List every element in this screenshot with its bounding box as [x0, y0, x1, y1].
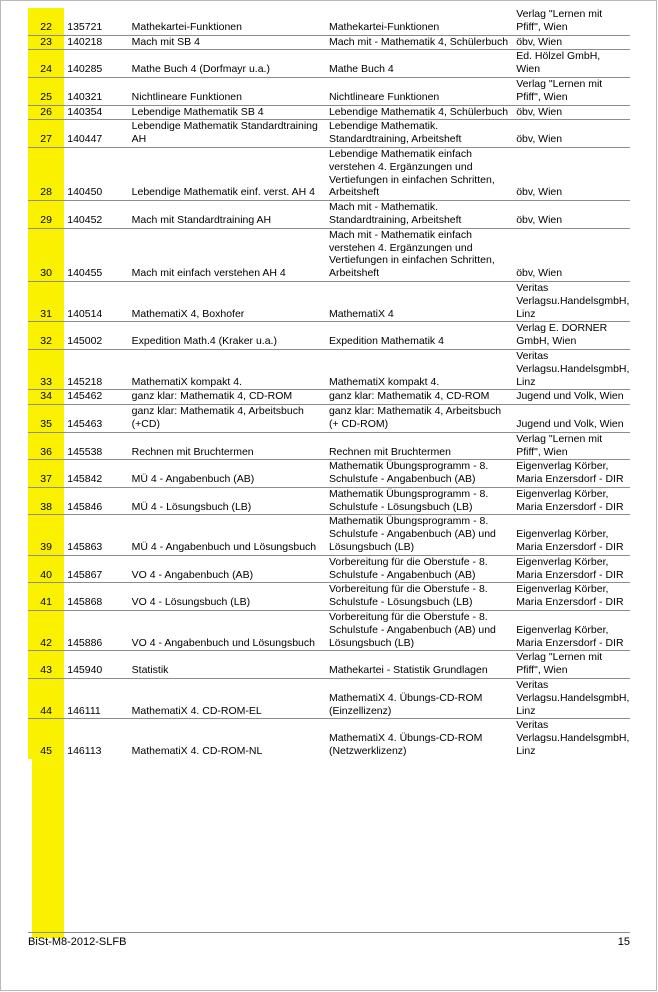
- book-list-table-container: [28, 8, 630, 938]
- row-number: 39: [28, 515, 64, 555]
- row-code: 145462: [64, 390, 128, 405]
- row-short-title: Lebendige Mathematik Standardtraining AH: [129, 120, 326, 148]
- page-footer: [28, 932, 630, 954]
- row-short-title: MÜ 4 - Lösungsbuch (LB): [129, 487, 326, 515]
- row-short-title: ganz klar: Mathematik 4, Arbeitsbuch (+CD): [129, 405, 326, 433]
- row-short-title: Rechnen mit Bruchtermen: [129, 432, 326, 460]
- row-short-title: Mach mit einfach verstehen AH 4: [129, 228, 326, 281]
- row-short-title: VO 4 - Angabenbuch und Lösungsbuch: [129, 611, 326, 651]
- row-publisher: Verlag "Lernen mit Pfiff", Wien: [513, 432, 630, 460]
- row-code: 145463: [64, 405, 128, 433]
- row-publisher: öbv, Wien: [513, 228, 630, 281]
- row-publisher: Ed. Hölzel GmbH, Wien: [513, 50, 630, 78]
- table-row: [28, 201, 630, 229]
- table-row: [28, 105, 630, 120]
- row-full-title: Mathekartei-Funktionen: [328, 20, 440, 33]
- table-row: [28, 583, 630, 611]
- row-number: 27: [28, 120, 64, 148]
- row-short-title: Lebendige Mathematik SB 4: [129, 105, 326, 120]
- row-full-title: ganz klar: Mathematik 4, Arbeitsbuch (+ CD-ROM): [326, 405, 513, 433]
- row-number: 43: [28, 651, 64, 679]
- table-row: [28, 487, 630, 515]
- table-row: [28, 611, 630, 651]
- row-short-title: Mathe Buch 4 (Dorfmayr u.a.): [129, 50, 326, 78]
- row-code: 145886: [64, 611, 128, 651]
- row-short-title: ganz klar: Mathematik 4, CD-ROM: [129, 390, 326, 405]
- row-short-title: Mach mit Standardtraining AH: [129, 201, 326, 229]
- book-list-body: [28, 8, 630, 759]
- row-code: 140455: [64, 228, 128, 281]
- table-row: [28, 719, 630, 759]
- row-code: 145002: [64, 322, 128, 350]
- row-full-title: MathematiX 4. Übungs-CD-ROM (Einzellizenz): [326, 679, 513, 719]
- row-publisher: Veritas Verlagsu.HandelsgmbH, Linz: [513, 281, 630, 321]
- row-code: 140354: [64, 105, 128, 120]
- row-number: 36: [28, 432, 64, 460]
- row-full-title: Mathekartei - Statistik Grundlagen: [326, 651, 513, 679]
- row-publisher: Jugend und Volk, Wien: [513, 390, 630, 405]
- row-publisher: Eigenverlag Körber, Maria Enzersdorf - DIR: [513, 515, 630, 555]
- row-short-title: MÜ 4 - Angabenbuch (AB): [129, 460, 326, 488]
- row-number: 33: [28, 349, 64, 389]
- row-code: 145863: [64, 515, 128, 555]
- row-full-title: Expedition Mathematik 4: [326, 322, 513, 350]
- row-full-title: Mathematik Übungsprogramm - 8. Schulstufe - Angabenbuch (AB) und Lösungsbuch (LB): [326, 515, 513, 555]
- row-code: 145842: [64, 460, 128, 488]
- row-publisher: Verlag E. DORNER GmbH, Wien: [513, 322, 630, 350]
- row-full-title: Lebendige Mathematik 4, Schülerbuch: [326, 105, 513, 120]
- row-short-title: Lebendige Mathematik einf. verst. AH 4: [129, 147, 326, 200]
- row-full-title: Nichtlineare Funktionen: [326, 77, 513, 105]
- row-full-title: ganz klar: Mathematik 4, CD-ROM: [326, 390, 513, 405]
- row-short-title: MathematiX kompakt 4.: [129, 349, 326, 389]
- row-short-title: VO 4 - Angabenbuch (AB): [129, 555, 326, 583]
- row-number: 22: [28, 8, 64, 35]
- row-full-title: Lebendige Mathematik einfach verstehen 4. Ergänzungen und Vertiefungen in einfachen Schritten, Arbeitsheft: [326, 147, 513, 200]
- row-number: 35: [28, 405, 64, 433]
- row-code: 145846: [64, 487, 128, 515]
- row-code: 145867: [64, 555, 128, 583]
- row-publisher: Verlag "Lernen mit Pfiff", Wien: [513, 651, 630, 679]
- row-short-title: MathematiX 4. CD-ROM-NL: [129, 719, 326, 759]
- table-row: [28, 322, 630, 350]
- row-code: 140450: [64, 147, 128, 200]
- row-full-title: Mach mit - Mathematik. Standardtraining, Arbeitsheft: [326, 201, 513, 229]
- row-publisher: Eigenverlag Körber, Maria Enzersdorf - DIR: [513, 460, 630, 488]
- row-number: 23: [28, 35, 64, 50]
- row-publisher: Eigenverlag Körber, Maria Enzersdorf - DIR: [513, 611, 630, 651]
- row-number: 37: [28, 460, 64, 488]
- row-publisher: öbv, Wien: [513, 147, 630, 200]
- row-number: 31: [28, 281, 64, 321]
- row-full-title: Vorbereitung für die Oberstufe - 8. Schulstufe - Angabenbuch (AB): [326, 555, 513, 583]
- row-short-title: VO 4 - Lösungsbuch (LB): [129, 583, 326, 611]
- table-row: [28, 77, 630, 105]
- row-short-title: MÜ 4 - Angabenbuch und Lösungsbuch: [129, 515, 326, 555]
- table-row: [28, 555, 630, 583]
- table-row: [28, 390, 630, 405]
- row-publisher: Veritas Verlagsu.HandelsgmbH, Linz: [513, 719, 630, 759]
- row-code: 140321: [64, 77, 128, 105]
- row-short-title: Nichtlineare Funktionen: [129, 77, 326, 105]
- book-list-table: [28, 8, 630, 759]
- table-row: [28, 8, 630, 35]
- row-full-title: Lebendige Mathematik. Standardtraining, Arbeitsheft: [326, 120, 513, 148]
- row-full-title: MathematiX kompakt 4.: [326, 349, 513, 389]
- row-code: 140218: [64, 35, 128, 50]
- row-short-title: MathematiX 4, Boxhofer: [129, 281, 326, 321]
- row-number: 24: [28, 50, 64, 78]
- row-code: 145218: [64, 349, 128, 389]
- row-number: 26: [28, 105, 64, 120]
- row-code: 140514: [64, 281, 128, 321]
- row-publisher: Jugend und Volk, Wien: [513, 405, 630, 433]
- row-number: 28: [28, 147, 64, 200]
- row-publisher: Eigenverlag Körber, Maria Enzersdorf - DIR: [513, 555, 630, 583]
- table-row: [28, 515, 630, 555]
- row-full-title: MathematiX 4. Übungs-CD-ROM (Netzwerklizenz): [326, 719, 513, 759]
- row-code: 145868: [64, 583, 128, 611]
- row-number: 25: [28, 77, 64, 105]
- row-code: 145940: [64, 651, 128, 679]
- row-publisher: Veritas Verlagsu.HandelsgmbH, Linz: [513, 679, 630, 719]
- row-code: 140285: [64, 50, 128, 78]
- row-publisher: öbv, Wien: [513, 120, 630, 148]
- row-short-title: Statistik: [129, 651, 326, 679]
- table-row: [28, 460, 630, 488]
- row-number: 45: [28, 719, 64, 759]
- row-number: 34: [28, 390, 64, 405]
- table-row: [28, 147, 630, 200]
- row-full-title: Vorbereitung für die Oberstufe - 8. Schulstufe - Lösungsbuch (LB): [326, 583, 513, 611]
- table-row: [28, 50, 630, 78]
- row-publisher: Verlag "Lernen mit Pfiff", Wien: [516, 8, 603, 33]
- row-full-title: Rechnen mit Bruchtermen: [326, 432, 513, 460]
- row-short-title: Mach mit SB 4: [129, 35, 326, 50]
- row-full-title: Mathe Buch 4: [326, 50, 513, 78]
- row-publisher: Eigenverlag Körber, Maria Enzersdorf - DIR: [513, 487, 630, 515]
- row-number: 29: [28, 201, 64, 229]
- table-row: [28, 651, 630, 679]
- row-full-title: Mach mit - Mathematik 4, Schülerbuch: [326, 35, 513, 50]
- row-publisher: öbv, Wien: [513, 105, 630, 120]
- row-publisher: öbv, Wien: [513, 35, 630, 50]
- row-code: 140447: [64, 120, 128, 148]
- row-publisher: Verlag "Lernen mit Pfiff", Wien: [513, 77, 630, 105]
- table-row: [28, 281, 630, 321]
- row-code: 145538: [64, 432, 128, 460]
- row-code: 135721: [67, 20, 103, 33]
- row-publisher: Eigenverlag Körber, Maria Enzersdorf - DIR: [513, 583, 630, 611]
- table-row: [28, 349, 630, 389]
- row-short-title: Mathekartei-Funktionen: [131, 20, 242, 33]
- table-row: [28, 679, 630, 719]
- row-code: 140452: [64, 201, 128, 229]
- footer-page-number: 15: [617, 936, 630, 948]
- row-full-title: Mathematik Übungsprogramm - 8. Schulstufe - Lösungsbuch (LB): [326, 487, 513, 515]
- row-number: 32: [28, 322, 64, 350]
- table-row: [28, 405, 630, 433]
- footer-document-id: BiSt-M8-2012-SLFB: [28, 936, 127, 948]
- row-number: 44: [28, 679, 64, 719]
- row-full-title: MathematiX 4: [326, 281, 513, 321]
- row-number: 38: [28, 487, 64, 515]
- row-number: 42: [28, 611, 64, 651]
- row-full-title: Mathematik Übungsprogramm - 8. Schulstufe - Angabenbuch (AB): [326, 460, 513, 488]
- row-short-title: MathematiX 4. CD-ROM-EL: [129, 679, 326, 719]
- table-row: [28, 228, 630, 281]
- table-row: [28, 432, 630, 460]
- row-publisher: Veritas Verlagsu.HandelsgmbH, Linz: [513, 349, 630, 389]
- row-code: 146111: [64, 679, 128, 719]
- row-number: 40: [28, 555, 64, 583]
- row-number: 30: [28, 228, 64, 281]
- row-full-title: Mach mit - Mathematik einfach verstehen 4. Ergänzungen und Vertiefungen in einfachen Schritten, Arbeitsheft: [326, 228, 513, 281]
- row-code: 146113: [64, 719, 128, 759]
- row-number: 41: [28, 583, 64, 611]
- row-short-title: Expedition Math.4 (Kraker u.a.): [129, 322, 326, 350]
- table-row: [28, 35, 630, 50]
- table-row: [28, 120, 630, 148]
- row-full-title: Vorbereitung für die Oberstufe - 8. Schulstufe - Angabenbuch (AB) und Lösungsbuch (LB): [326, 611, 513, 651]
- row-publisher: öbv, Wien: [513, 201, 630, 229]
